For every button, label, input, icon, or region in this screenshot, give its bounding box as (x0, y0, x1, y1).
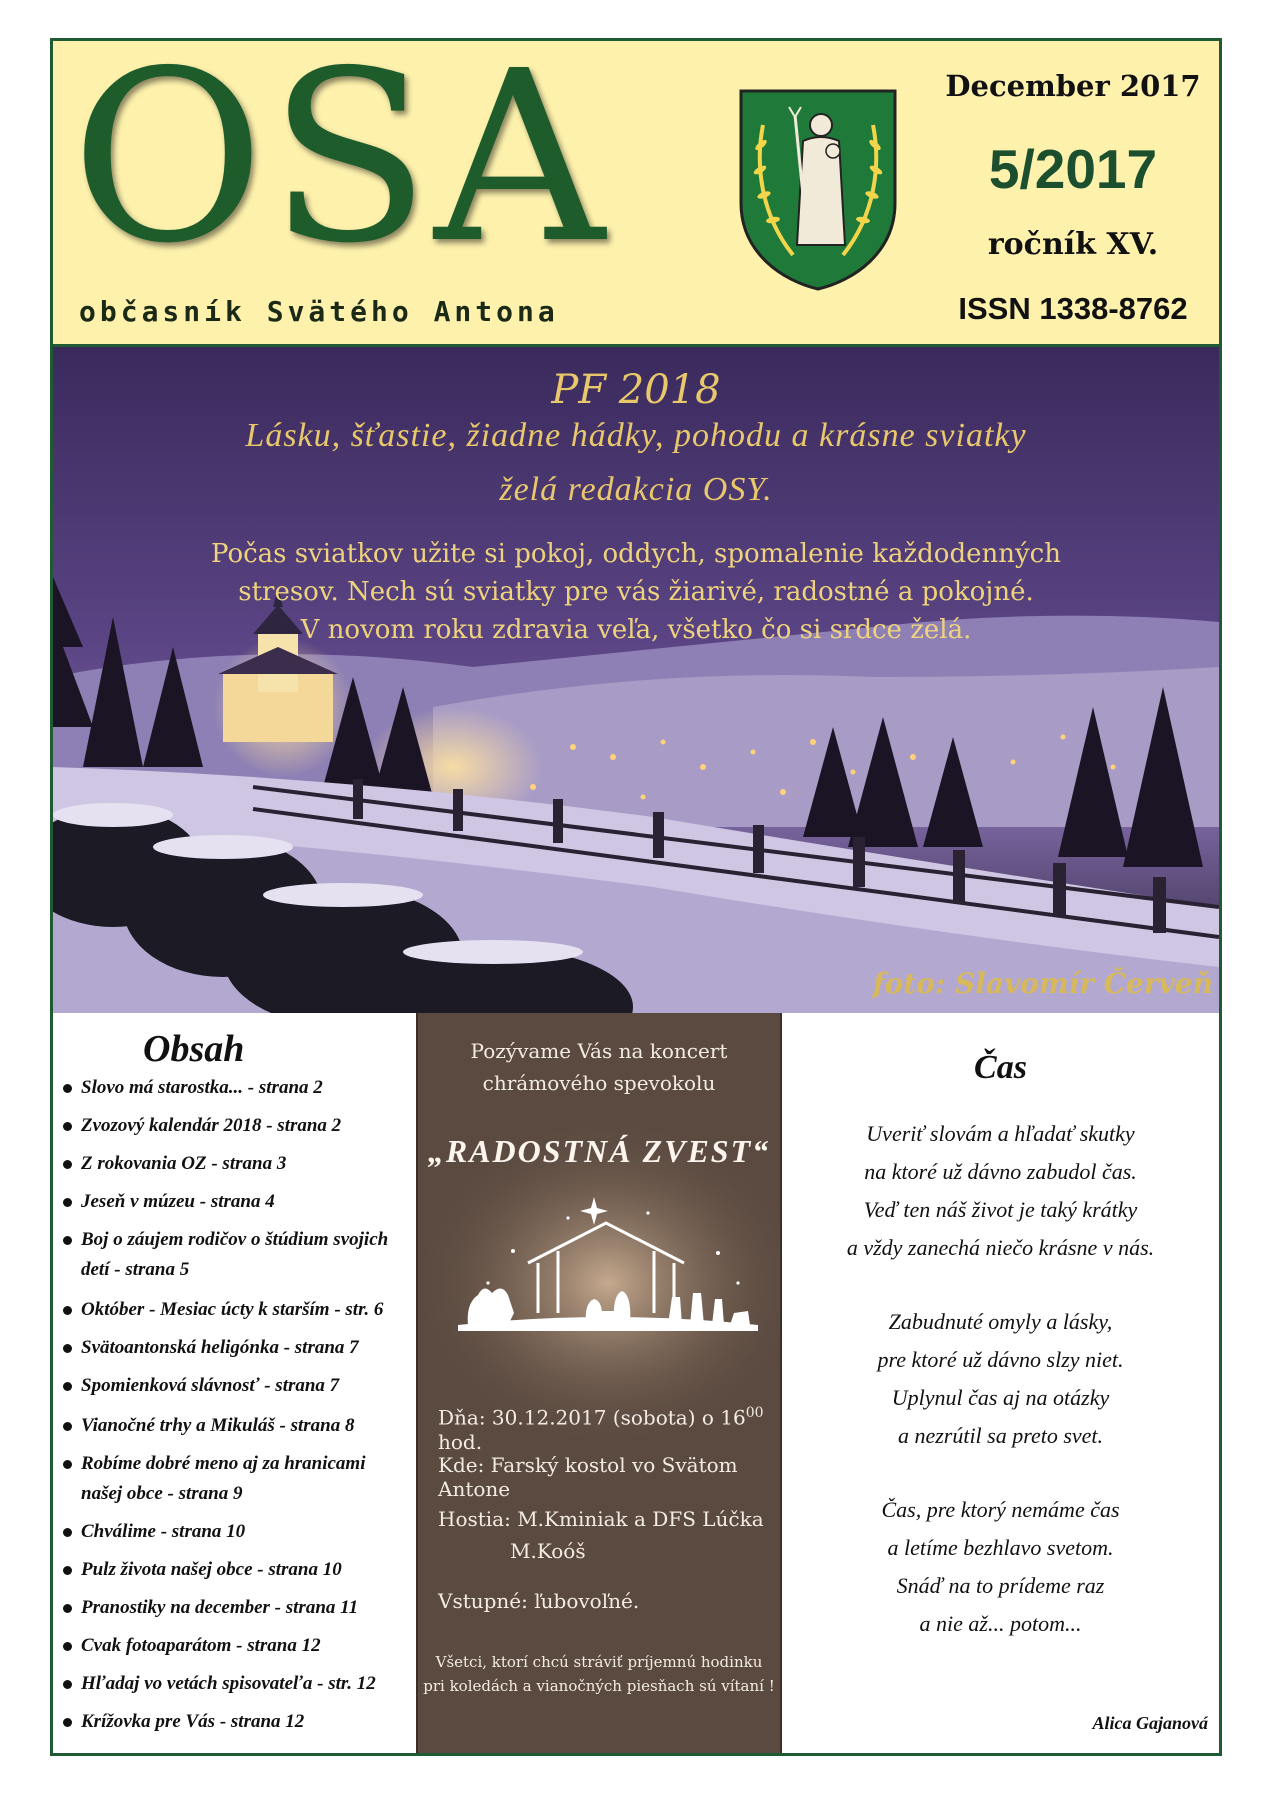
concert-guests: M.Koóš (510, 1539, 586, 1563)
bullet-icon (63, 1306, 72, 1315)
concert-note: pri koledách a vianočných piesňach sú vítaní ! (423, 1677, 775, 1695)
greeting-line-1: Lásku, šťastie, žiadne hádky, pohodu a krásne sviatky (245, 417, 1027, 454)
bullet-icon (63, 1236, 72, 1245)
pf-title: PF 2018 (551, 367, 721, 413)
bullet-icon (63, 1566, 72, 1575)
concert-guests: Hostia: M.Kminiak a DFS Lúčka (438, 1507, 764, 1531)
poem-line: na ktoré už dávno zabudol čas. (864, 1159, 1137, 1184)
cover-photo (53, 347, 1219, 1013)
bullet-icon (63, 1084, 72, 1093)
bullet-icon (63, 1160, 72, 1169)
bullet-icon (63, 1528, 72, 1537)
bullet-icon (63, 1122, 72, 1131)
poem-line: Uplynul čas aj na otázky (891, 1385, 1110, 1410)
poem-line: a nie až... potom... (919, 1611, 1082, 1636)
poem-line: Zabudnuté omyly a lásky, (888, 1309, 1113, 1334)
poem-line: a letíme bezhlavo svetom. (887, 1535, 1114, 1560)
poem-author: Alica Gajanová (1092, 1713, 1208, 1733)
bullet-icon (63, 1642, 72, 1651)
poem-title: Čas (974, 1049, 1027, 1086)
greeting-paragraph-line: stresov. Nech sú sviatky pre vás žiarivé, radostné a pokojné. (238, 577, 1034, 607)
bullet-icon (63, 1680, 72, 1689)
concert-invite-line: chrámového spevokolu (482, 1071, 716, 1095)
nativity-scene-icon (418, 1013, 780, 1753)
concert-place: Kde: Farský kostol vo Svätom Antone (438, 1453, 738, 1501)
concert-entry: Vstupné: ľubovoľné. (438, 1589, 640, 1613)
coat-of-arms-icon (733, 85, 903, 293)
masthead-subtitle: občasník Svätého Antona (79, 295, 559, 328)
bullet-icon (63, 1604, 72, 1613)
greeting-paragraph-line: V novom roku zdravia veľa, všetko čo si srdce želá. (300, 615, 972, 645)
issn: ISSN 1338-8762 (958, 291, 1188, 326)
choir-name: „RADOSTNÁ ZVEST“ (427, 1133, 771, 1169)
poem-line: a nezrútil sa preto svet. (897, 1423, 1104, 1448)
poem-line: a vždy zanechá niečo krásne v nás. (846, 1235, 1155, 1260)
poem-line: Uveriť slovám a hľadať skutky (866, 1121, 1135, 1146)
issue-volume: ročník XV. (987, 227, 1159, 262)
newsletter-page (50, 38, 1222, 1756)
poem (782, 1013, 1219, 1753)
masthead-logo: OSA (71, 38, 609, 295)
bullet-icon (63, 1460, 72, 1469)
toc-title: Obsah (143, 1028, 245, 1070)
masthead (53, 38, 1219, 347)
greeting-line-2: želá redakcia OSY. (499, 471, 773, 508)
concert-invite-line: Pozývame Vás na koncert (470, 1039, 728, 1063)
table-of-contents: Obsah Slovo má starostka... - strana 2 Zvozový kalendár 2018 - strana 2 Z rokovania OZ - strana 3 Jeseň v múzeu - strana 4 Boj o záujem rodičov o štúdium svojich detí - strana 5 Október - Mesiac úcty k starším - str. 6 Svätoantonská heligónka - strana 7 Spomienková slávnosť - strana 7 Vianočné trhy a Mikuláš - strana 8 Robíme dobré meno aj za hranicami našej obce - strana 9 Chválime - strana 10 Pulz života našej obce - strana 10 Pranostiky na december - strana 11 Cvak fotoaparátom - strana 12 Hľadaj vo vetách spisovateľa - str. 12 Krížovka pre Vás - strana 12 (53, 1013, 416, 1753)
poem-line: Veď ten náš život je taký krátky (863, 1197, 1138, 1222)
concert-note: Všetci, ktorí chcú stráviť príjemnú hodinku (435, 1653, 763, 1671)
issue-number: 5/2017 (988, 138, 1158, 200)
bullet-icon (63, 1344, 72, 1353)
poem-line: Čas, pre ktorý nemáme čas (881, 1497, 1120, 1522)
poem-line: Snáď na to prídeme raz (896, 1573, 1105, 1598)
concert-date: Dňa: 30.12.2017 (sobota) o $16^{00}$ hod. (438, 1405, 764, 1454)
bullet-icon (63, 1198, 72, 1207)
bullet-icon (63, 1382, 72, 1391)
greeting-paragraph-line: Počas sviatkov užite si pokoj, oddych, spomalenie každodenných (211, 539, 1061, 569)
issue-date: December 2017 (945, 69, 1201, 103)
bullet-icon (63, 1422, 72, 1431)
photo-credit: foto: Slavomír Červeň (872, 967, 1213, 1000)
poem-line: pre ktoré už dávno slzy niet. (877, 1347, 1124, 1372)
bullet-icon (63, 1718, 72, 1727)
concert-invitation (416, 1013, 782, 1753)
